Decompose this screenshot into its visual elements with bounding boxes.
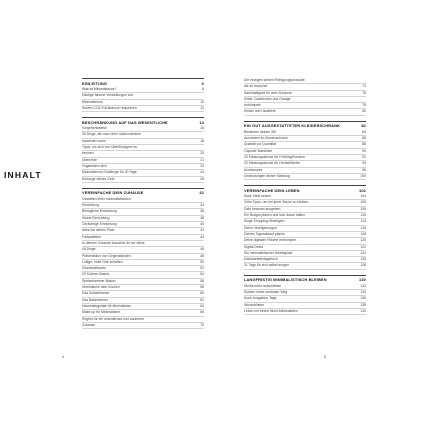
- toc-entry-title: Luftige, helle Orte schaffen: [82, 259, 123, 264]
- toc-entry-page: 104: [360, 194, 366, 199]
- section-heading-title: EINLEITUNG: [82, 80, 108, 86]
- toc-entry-title: Das Badezimmer: [82, 297, 109, 302]
- toc-entry-page: 114: [360, 219, 366, 224]
- toc-entry-title: Entsorge dieses Geld: [82, 176, 115, 181]
- toc-entry-page: 48: [200, 253, 204, 258]
- toc-section: [82, 78, 204, 112]
- toc-entry-page: 20: [200, 151, 204, 156]
- toc-entry-title: Haushaltsgeräte für Minimalisten: [82, 303, 132, 308]
- toc-entry-page: 8: [202, 87, 204, 91]
- toc-entry-page: 86: [362, 136, 366, 141]
- toc-entry-page: 60: [200, 291, 204, 296]
- section-heading-title: EIN GUT AUSGESTATTETER KLEIDERSCHRANK: [244, 123, 341, 129]
- toc-section: [244, 185, 366, 270]
- toc-entry-page: 44: [200, 234, 204, 239]
- toc-entry-title: Bestimme deinen Stil: [244, 129, 276, 134]
- toc-section: [82, 117, 204, 183]
- toc-entry-page: 50: [200, 259, 204, 264]
- toc-section: [244, 275, 366, 315]
- toc-entry-page: 120: [360, 238, 366, 243]
- toc-entry-title: Regeln für ein ordentliches und sauberes: [82, 316, 144, 321]
- toc-entry-title: Zuhause: [82, 322, 96, 327]
- toc-entry-page: 62: [200, 297, 204, 302]
- toc-entry-page: 21: [200, 157, 204, 162]
- toc-entry: [244, 263, 366, 269]
- toc-entry-title: 20 Kleidungsstücke für Frühling/Sommer: [244, 154, 306, 159]
- toc-entry-title: System eines neutralen Weg: [244, 290, 288, 295]
- toc-entry-title: Vereinfache dein Kochen: [82, 285, 120, 290]
- toc-entry-title: Die einzigen sieben Reinigungsprodukte,: [244, 78, 306, 82]
- toc-entry-title: Farbpaletten: [82, 234, 102, 239]
- toc-entry-title: Überreste: [82, 157, 97, 162]
- section-heading-title: VEREINFACHE DEIN LEBEN: [244, 187, 300, 193]
- toc-entry-page: 40: [200, 222, 204, 227]
- toc-entry-title: Das Schlafzimmer: [82, 291, 110, 296]
- section-heading-title: VEREINFACHE DEIN ZUHAUSE: [82, 190, 144, 196]
- toc-entry-page: 58: [200, 285, 204, 290]
- toc-entry-title: Dankbarkeitstagebuch: [244, 257, 278, 262]
- toc-entry-page: 12: [200, 105, 204, 110]
- toc-entry-page: 110: [360, 213, 366, 218]
- toc-entry-page: 18: [200, 138, 204, 143]
- toc-entry-title: Noch Ausgaben-Tage: [244, 296, 277, 301]
- toc-entry-page: 94: [362, 161, 366, 166]
- toc-entry-page: 136: [360, 296, 366, 301]
- toc-entry-title: Kinder und Haustiere: [244, 109, 276, 114]
- toc-entry-title: 20 Kleidungsstücke für Herbst/Winter: [244, 161, 300, 166]
- toc-entry-page: 80: [362, 109, 366, 114]
- toc-entry-title: 21 Tage für sich selbst sorgen: [244, 263, 289, 268]
- toc-entry-page: 90: [362, 148, 366, 153]
- toc-section: [82, 188, 204, 329]
- toc-entry-title: Digital Detox: [244, 244, 264, 249]
- toc-entry-page: 138: [360, 302, 366, 307]
- toc-entry-title: Vorgehensweise: [82, 126, 107, 131]
- section-heading-page: 32: [199, 190, 204, 196]
- toc-entry-page: 26: [200, 176, 204, 181]
- toc-entry-title: Deine digitalen Räume entrümpeln: [244, 238, 297, 243]
- toc-entry-page: 134: [360, 290, 366, 295]
- toc-entry-title: Geld bewusst ausgeben: [244, 206, 281, 211]
- section-heading-page: 102: [359, 187, 366, 193]
- toc-entry-title: Klare Ziele setzen: [244, 194, 272, 199]
- toc-entry-page: 88: [362, 142, 366, 147]
- toc-entry-page: 105: [360, 200, 366, 205]
- section-heading: [244, 121, 366, 129]
- toc-entry-page: 52: [200, 266, 204, 271]
- toc-entry-page: 42: [200, 228, 204, 233]
- page-number-left: 4: [62, 355, 64, 359]
- toc-entry-title: Umdeutungen deiner Kleidung: [244, 173, 290, 178]
- toc-entry-page: 66: [200, 310, 204, 315]
- toc-entry-title: Geräumige Einrichtung: [82, 222, 117, 227]
- toc-entry-title: 25 Dinge, die man ohne nachzudenken: [82, 132, 142, 137]
- toc-entry-page: 78: [362, 103, 366, 108]
- page-title: INHALT: [4, 170, 42, 180]
- toc-column-right: [244, 78, 366, 320]
- toc-entry: [244, 174, 366, 180]
- toc-entry-page: 24: [200, 170, 204, 175]
- toc-entry-title: Was ist Minimalismus?: [82, 87, 117, 91]
- section-heading-page: 130: [359, 277, 366, 283]
- toc-entry-title: 20 Küchen-Basics: [82, 272, 110, 277]
- toc-entry-title: Speisekammer-Basics: [82, 278, 116, 283]
- section-heading-page: 14: [199, 119, 204, 125]
- toc-entry-page: 64: [200, 303, 204, 308]
- toc-entry-title: Nichts mehr aufschieben: [244, 283, 282, 288]
- toc-entry-title: Make-up für Minimalisten: [82, 310, 120, 315]
- toc-entry-title: Zehn Tipps, um bei jener Sache zu bleiben: [244, 200, 309, 205]
- toc-entry: [82, 106, 204, 112]
- toc-entry-page: 22: [200, 163, 204, 168]
- section-heading: [82, 188, 204, 196]
- toc-entry: [244, 309, 366, 315]
- toc-entry: [82, 177, 204, 183]
- toc-entry-title: die du brauchst: [244, 84, 268, 89]
- toc-entry-page: 140: [360, 308, 366, 313]
- toc-entry-page: 56: [200, 278, 204, 283]
- toc-entry-title: Organisiere dich: [82, 163, 107, 168]
- toc-entry-page: 116: [360, 225, 366, 230]
- toc-entry-title: Seinen CO2-Fußabdruck reduzieren: [82, 105, 137, 110]
- toc-column-left: [82, 78, 204, 334]
- toc-entry-title: entrümpeln: [244, 103, 261, 108]
- toc-entry-title: Deinen Tagesablauf planen: [244, 231, 286, 236]
- toc-entry-page: 92: [362, 154, 366, 159]
- section-heading: [82, 78, 204, 86]
- toc-section-continued: [244, 78, 366, 116]
- toc-entry-title: Alles hat seinen Platz: [82, 228, 115, 233]
- toc-entry-page: 34: [200, 203, 204, 208]
- toc-entry-title: Häufige falsche Vorstellungen von: [82, 93, 134, 98]
- toc-entry-title: Präsentation von Gegenständen: [82, 253, 131, 258]
- toc-entry-page: 38: [200, 215, 204, 220]
- toc-entry-title: Kluge Shopping-Strategien: [244, 219, 285, 224]
- toc-entry-page: 84: [362, 129, 366, 134]
- toc-entry-title: Behagliche Einrichtung: [82, 209, 117, 214]
- toc-entry-page: 76: [362, 90, 366, 95]
- toc-entry-title: Kleine Einrichtung: [82, 215, 110, 220]
- section-heading-title: BESCHRÄNKUNG AUF DAS WESENTLICHE: [82, 119, 168, 125]
- toc-entry-title: In deinem Zuhause brauchst du nur diese: [82, 240, 145, 245]
- toc-entry-title: 45 Dinge: [82, 247, 96, 252]
- toc-entry-page: 118: [360, 231, 366, 236]
- toc-entry-page: 36: [200, 209, 204, 214]
- toc-entry-page: 46: [200, 247, 204, 252]
- toc-entry-page: 132: [360, 283, 366, 288]
- toc-entry-page: 108: [360, 206, 366, 211]
- toc-entry-page: 100: [360, 173, 366, 178]
- section-heading: [244, 275, 366, 283]
- toc-entry-page: 54: [200, 272, 204, 277]
- toc-entry-page: 96: [362, 167, 366, 172]
- section-heading-page: 82: [361, 123, 366, 129]
- toc-entry-title: Ein minimalistischer Arbeitsplatz: [244, 250, 293, 255]
- toc-entry: [244, 109, 366, 115]
- toc-entry-title: Nachhaltigkeit für dein Zuhause: [244, 90, 292, 95]
- section-heading-title: LANGFRISTIG MINIMALISTISCH BLEIBEN: [244, 277, 327, 283]
- toc-entry-title: Zimmerpflanzen: [82, 266, 107, 271]
- toc-entry-title: Accessoires: [244, 167, 263, 172]
- toc-entry-page: 124: [360, 250, 366, 255]
- toc-section: [244, 121, 366, 180]
- toc-entry-page: 74: [362, 84, 366, 89]
- toc-entry-title: loswerden kann: [82, 138, 106, 143]
- toc-entry-title: Minimalismus: [82, 99, 103, 104]
- toc-entry-title: Gestalten einer minimalistischen: [82, 196, 131, 201]
- section-heading-page: 6: [201, 80, 204, 86]
- toc-entry-title: Ein Budget planen und sich daran halten: [244, 213, 306, 218]
- toc-entry-page: 122: [360, 244, 366, 249]
- toc-entry-page: 10: [200, 99, 204, 104]
- toc-entry-title: Qualität vor Quantität: [244, 142, 277, 147]
- toc-entry-title: Deine Verzögerungen: [244, 225, 277, 230]
- toc-entry-title: Tipps, um sich von Überflüssigem zu: [82, 145, 138, 150]
- toc-entry-page: 16: [200, 126, 204, 131]
- toc-entry-title: Minimalismus-Challenge für 30 Tage: [82, 170, 137, 175]
- toc-entry-page: 72: [200, 322, 204, 327]
- toc-entry-page: 128: [360, 263, 366, 268]
- toc-entry-title: Leben mit einem Nicht-Minimalisten: [244, 308, 298, 313]
- toc-entry: [82, 323, 204, 329]
- toc-entry-title: trennen: [82, 151, 94, 156]
- toc-entry-title: Wunschlisten: [244, 302, 265, 307]
- page-number-right: 5: [324, 355, 326, 359]
- toc-entry-title: Keller, Dachboden und Garage: [244, 96, 291, 101]
- section-heading: [82, 117, 204, 125]
- toc-entry-title: Ausmisten im Kleiderschrank: [244, 136, 288, 141]
- toc-entry-title: Einrichtung: [82, 203, 99, 208]
- section-heading: [244, 185, 366, 193]
- toc-entry-title: Capsule Wardrobe: [244, 148, 273, 153]
- toc-entry-page: 126: [360, 257, 366, 262]
